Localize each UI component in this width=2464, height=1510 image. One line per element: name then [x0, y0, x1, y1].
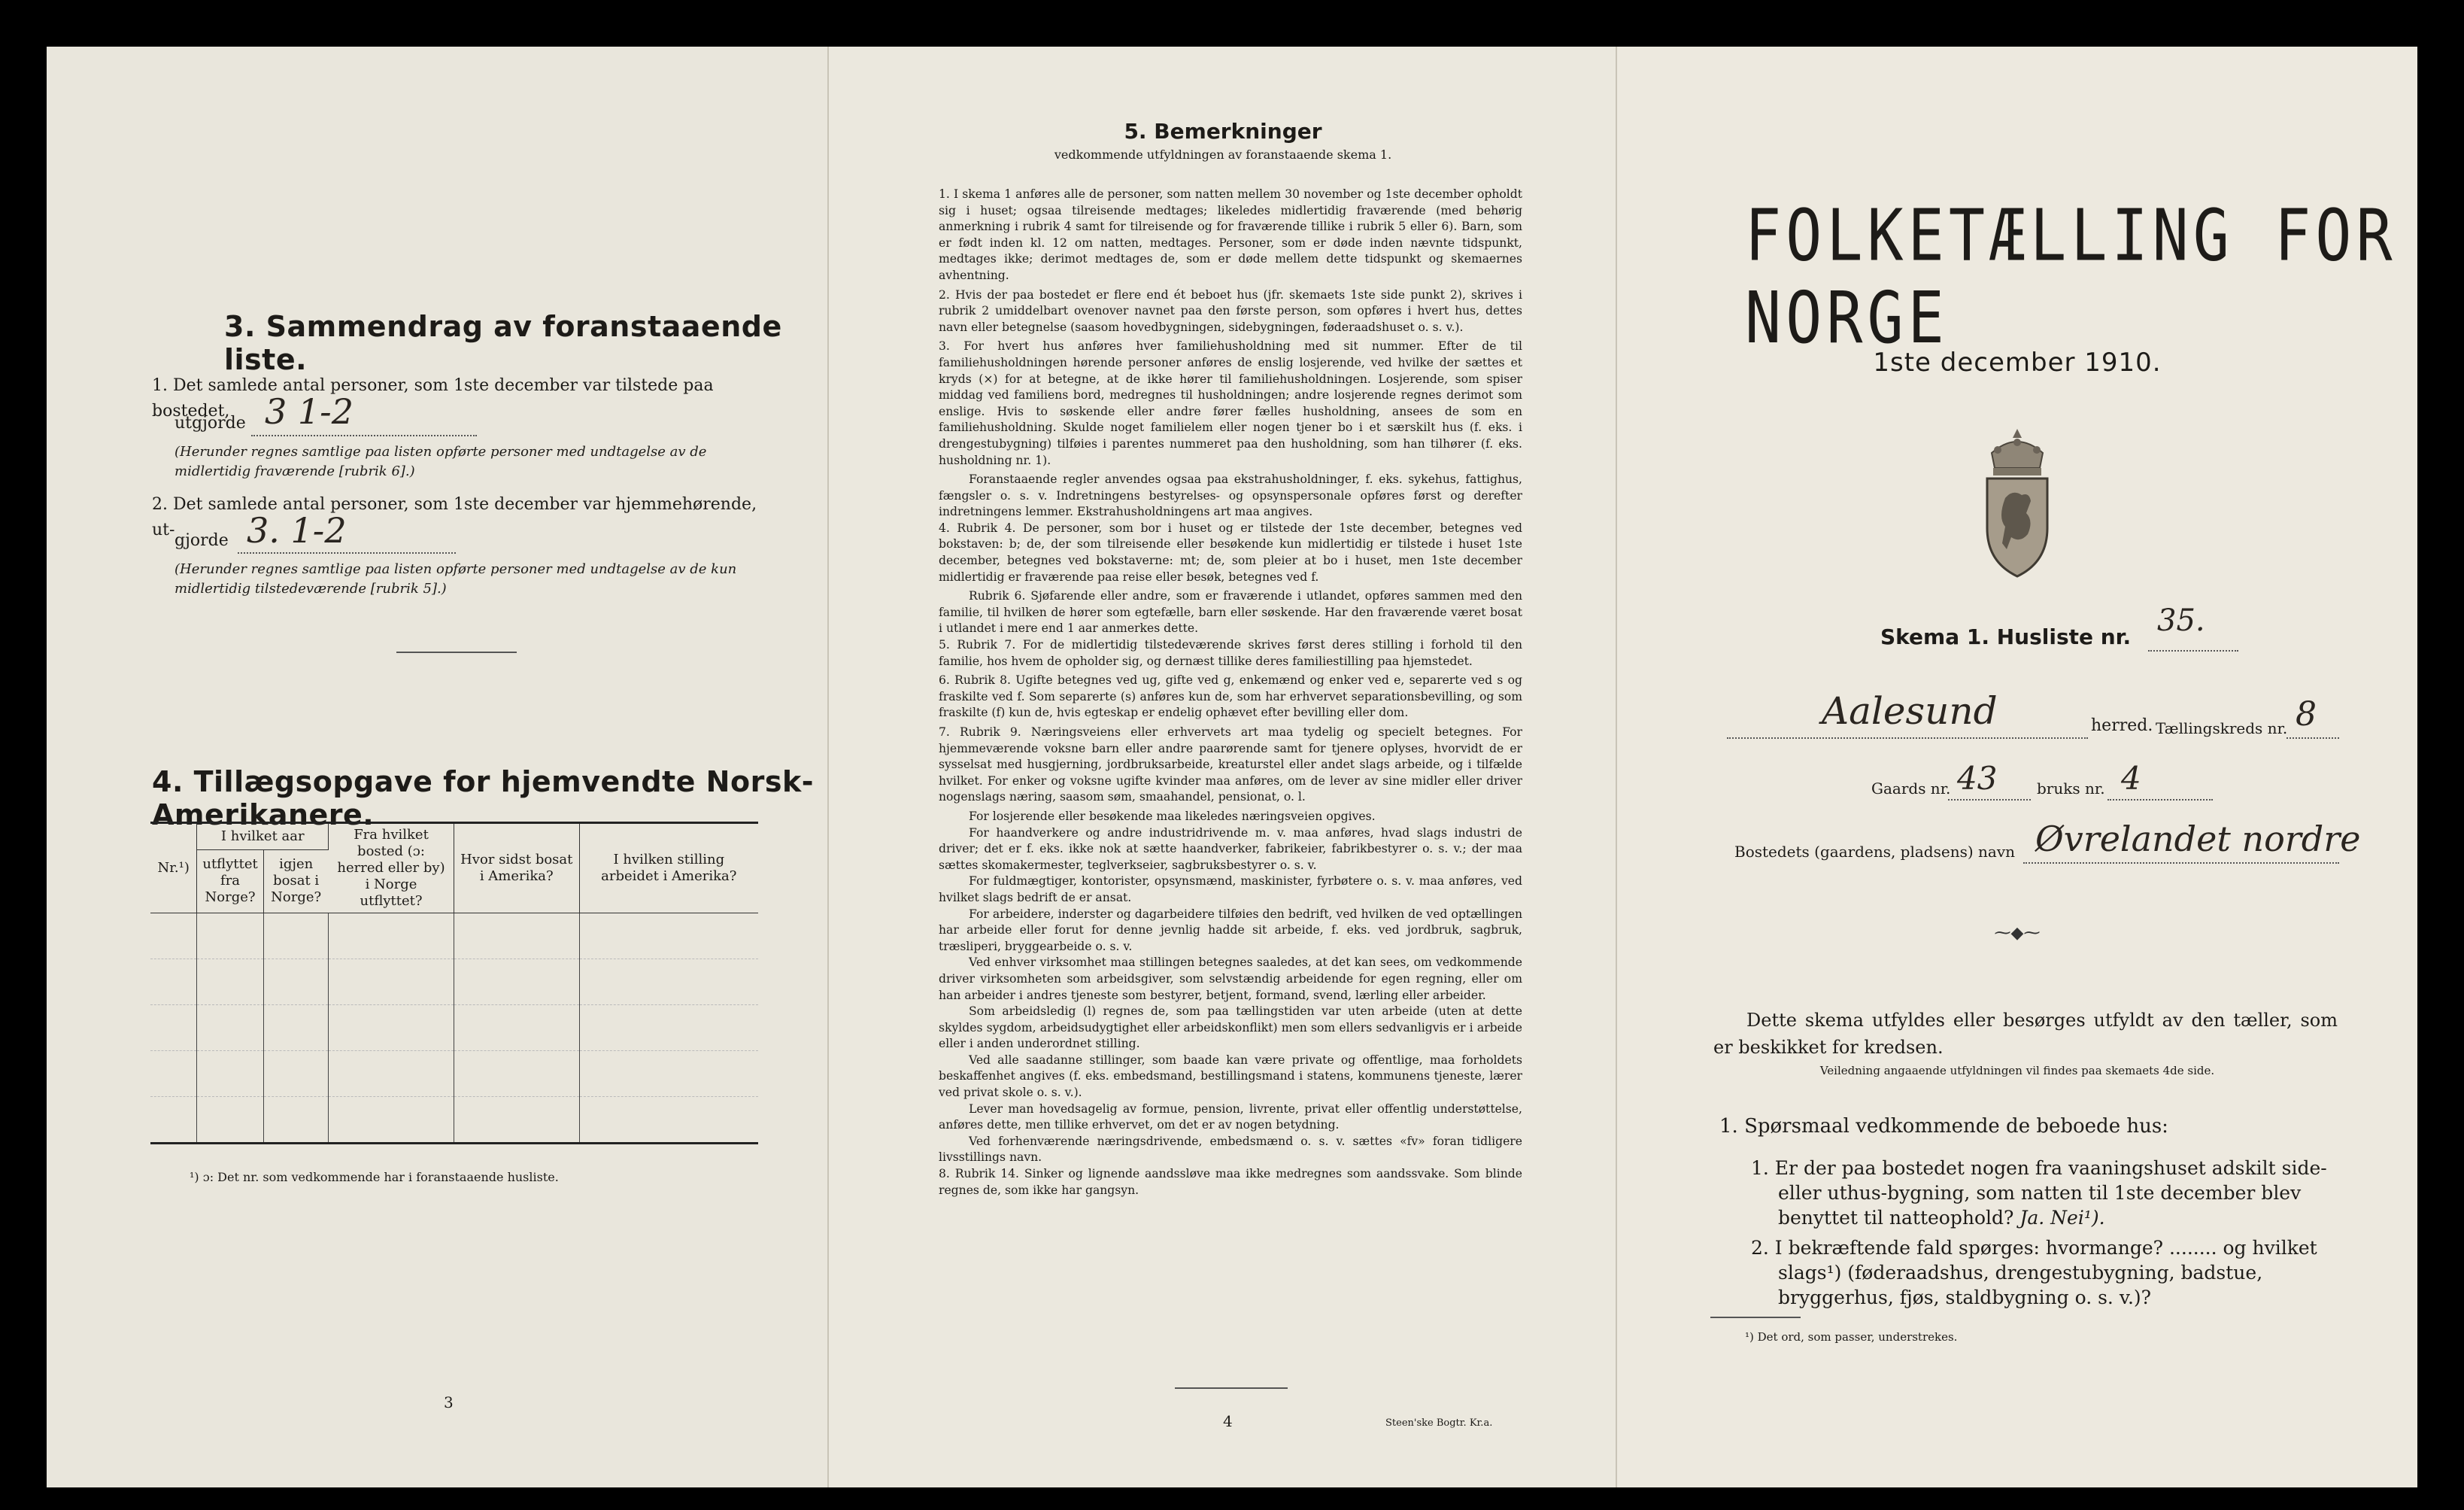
note-7: 7. Rubrik 9. Næringsveiens eller erhvervets art maa tydelig og specielt betegnes. For hjemmeværende voksne barn eller andre paarørende samt for tjenere oplyses, hvorvidt de er sysselsat med husgjerning, jordbruksarbeide, kreaturstel eller andet slags arbeide, og i tilfælde hvilket. For enker og voksne ugifte kvinder maa anføres, om de lever av sine midler eller driver nogenslags næring, saasom søm, smaahandel, pensionat, o. l.: [939, 725, 1522, 804]
divider: [1710, 1317, 1801, 1318]
printer-mark: Steen'ske Bogtr. Kr.a.: [1385, 1417, 1493, 1429]
q1-text: 1. Det samlede antal personer, som 1ste december var tilstede paa bostedet,: [152, 376, 714, 421]
gaards-line: [1948, 799, 2031, 801]
page-number: 3: [444, 1393, 454, 1411]
q1-note: (Herunder regnes samtlige paa listen opførte personer med undtagelse av de midlertidig fraværende [rubrik 6].): [174, 444, 707, 479]
note-7-sub-h: Lever man hovedsagelig av formue, pension, livrente, privat eller offentlig understøttelse, anføres dette, men tillike erhvervet, om det er av nogen betydning.: [939, 1101, 1522, 1132]
herred-line: [1727, 737, 2088, 739]
table-row: [150, 1097, 758, 1144]
q2-note: (Herunder regnes samtlige paa listen opførte personer med undtagelse av de kun midlertidig tilstedeværende [rubrik 5].): [174, 561, 737, 597]
col-igjen: igjen bosat i Norge?: [263, 849, 328, 913]
bosted-label: Bostedets (gaardens, pladsens) navn: [1734, 843, 2015, 861]
bruks-label: bruks nr.: [2037, 779, 2105, 798]
note-7-sub-c: For fuldmægtiger, kontorister, opsynsmænd, maskinister, fyrbøtere o. s. v. maa anføres, ved hvilket slags bedrift de er ansat.: [939, 874, 1522, 904]
bemerkninger-subtitle: vedkommende utfyldningen av foranstaaende skema 1.: [1054, 147, 1392, 162]
note-4: 4. Rubrik 4. De personer, som bor i huset og er tilstede der 1ste december, betegnes ved bokstaven: b; de, der som tilreisende eller besøkende kun midlertidig er tilstede i huset 1ste december, betegnes ved bokstaverne: mt; de, som pleier at bo i huset, men 1ste december midlertidig er fraværende paa reise eller besøk, betegnes ved f.: [939, 521, 1522, 584]
section3-title: 3. Sammendrag av foranstaaende liste.: [224, 310, 782, 376]
note-7-sub-i: Ved forhenværende næringsdrivende, embedsmænd o. s. v. sættes «fv» foran tidligere livsstillings navn.: [939, 1134, 1522, 1165]
gaards-label: Gaards nr.: [1871, 779, 1951, 798]
col-fra-sted: Fra hvilket bosted (ɔ: herred eller by) i Norge utflyttet?: [329, 823, 454, 913]
question-2: 2. I bekræftende fald spørges: hvormange? ........ og hvilket slags¹) (føderaadshus, drengestubygning, badstue, bryggerhus, fjøs, staldbygning o. s. v.)?: [1751, 1237, 2317, 1308]
page-right: [1617, 47, 2417, 1487]
bosted-line: [2023, 862, 2339, 864]
q1-value: 3 1-2: [265, 391, 354, 432]
table-row: [150, 959, 758, 1005]
col-hvilket-aar: I hvilket aar: [197, 823, 329, 850]
veiledning-text: Veiledning angaaende utfyldningen vil findes paa skemaets 4de side.: [1819, 1064, 2215, 1077]
coat-of-arms-icon: [1975, 423, 2059, 581]
note-7-sub-g: Ved alle saadanne stillinger, som baade kan være private og offentlige, maa forholdets beskaffenhet angives (f. eks. embedsmand, bestillingsmand i statens, kommunens tjeneste, lærer ved privat skole o. s. v.).: [939, 1053, 1522, 1100]
table-row: [150, 913, 758, 959]
gaards-value: 43: [1957, 760, 1998, 797]
col-sidst-bosat: Hvor sidst bosat i Amerika?: [454, 823, 579, 913]
note-4-sub: Rubrik 6. Sjøfarende eller andre, som er fraværende i utlandet, opføres sammen med den familie, til hvilken de hører som egtefælle, barn eller søskende. Har den fraværende været bosat i utlandet i mere end 1 aar anmerkes dette.: [939, 589, 1522, 636]
bruks-line: [2107, 799, 2213, 801]
skema-label: Skema 1. Husliste nr.: [1880, 624, 2132, 649]
question-1: 1. Er der paa bostedet nogen fra vaaningshuset adskilt side- eller uthus-bygning, som natten til 1ste december blev benyttet til natteophold? Ja. Nei¹).: [1751, 1157, 2327, 1229]
kreds-line: [2286, 737, 2339, 739]
note-7-sub-a: For losjerende eller besøkende maa likeledes næringsveien opgives.: [969, 809, 1376, 823]
footnote: ¹) ɔ: Det nr. som vedkommende har i foranstaaende husliste.: [190, 1170, 559, 1184]
col-utflyttet: utflyttet fra Norge?: [197, 849, 263, 913]
divider: [1175, 1387, 1288, 1389]
page-left: [47, 47, 829, 1487]
note-1: 1. I skema 1 anføres alle de personer, som natten mellem 30 november og 1ste december opholdt sig i huset; ogsaa tilreisende medtages; likeledes midlertidig fraværende (med behørig anmerkning i rubrik 4 samt for tilreisende og for fraværende tillike i rubrik 5 eller 6). Barn, som er født inden kl. 12 om natten, medtages. Personer, som er døde inden nævnte tidspunkt, medtages ikke; derimot medtages de, som er døde mellem dette tidspunkt og skemaernes avhentning.: [939, 187, 1522, 282]
main-title: FOLKETÆLLING FOR NORGE: [1745, 194, 2397, 360]
kreds-value: 8: [2296, 695, 2317, 734]
note-5: 5. Rubrik 7. For de midlertidig tilstedeværende skrives først deres stilling i forhold til den familie, hos hvem de opholder sig, og dernæst tillike deres familiestilling paa hjemstedet.: [939, 638, 1522, 668]
q2-value: 3. 1-2: [247, 510, 347, 551]
notes-list: [939, 187, 1522, 1202]
bemerkninger-title: 5. Bemerkninger: [1124, 119, 1322, 144]
q2-gjorde-label: gjorde: [174, 531, 229, 550]
herred-value: Aalesund: [1822, 689, 1998, 733]
table-row: [150, 1005, 758, 1051]
note-2: 2. Hvis der paa bostedet er flere end ét beboet hus (jfr. skemaets 1ste side punkt 2), skrives i rubrik 2 umiddelbart ovenover navnet paa den første person, som opføres i hvert hus, dettes navn eller betegnelse (saasom hovedbygningen, sidebygningen, føderaadshuset o. s. v.).: [939, 287, 1522, 334]
kreds-label: Tællingskreds nr.: [2156, 719, 2288, 737]
q2-text: 2. Det samlede antal personer, som 1ste december var hjemmehørende, ut-: [152, 495, 757, 539]
note-3: 3. For hvert hus anføres hver familiehusholdning med sit nummer. Efter de til familiehusholdningen hørende personer anføres de enslig losjerende, ved hvilke der sættes et kryds (×) for at betegne, at de ikke hører til familiehusholdningen. Losjerende, som spiser middag ved familiens bord, medregnes til husholdningen; andre losjerende regnes derimot som enslige. Hvis to søskende eller andre fører fælles husholdning, ansees de som en familiehusholdning. Skulde noget familielem eller nogen tjener bo i et særskilt hus (f. eks. i drengestubygning) tilføies i parentes nummeret paa den husholdning, som han tilhører (f. eks. husholdning nr. 1).: [939, 339, 1522, 467]
table-row: [150, 1051, 758, 1097]
col-nr: Nr.¹): [150, 823, 197, 913]
intro-text: Dette skema utfyldes eller besørges utfyldt av den tæller, som er beskikket for kredsen.: [1713, 1010, 2338, 1058]
divider: [396, 652, 517, 653]
husliste-nr: 35.: [2157, 603, 2205, 638]
husliste-line: [2148, 650, 2238, 652]
ornament-icon: ⁓◆⁓: [1994, 924, 2041, 943]
note-6: 6. Rubrik 8. Ugifte betegnes ved ug, gifte ved g, enkemænd og enker ved e, separerte ved s og fraskilte ved f. Som separerte (s) anføres kun de, som har erhvervet separationsbevilling, og som fraskilte (f) kun de, hvis egteskap er endelig ophævet efter bevilling eller dom.: [939, 673, 1522, 720]
q1-utgjorde-label: utgjorde: [174, 414, 246, 433]
page-middle: [829, 47, 1617, 1487]
section4-title: 4. Tillægsopgave for hjemvendte Norsk-Amerikanere.: [152, 765, 814, 831]
col-stilling: I hvilken stilling arbeidet i Amerika?: [579, 823, 758, 913]
footnote: ¹) Det ord, som passer, understrekes.: [1745, 1330, 1958, 1344]
q1-line: [251, 435, 477, 436]
page-number: 4: [1223, 1412, 1233, 1430]
note-3-sub: Foranstaaende regler anvendes ogsaa paa ekstrahusholdninger, f. eks. sykehus, fattighus, fængsler o. s. v. Indretningens bestyrelses- og opsynspersonale opføres først og derefter indretningens lemmer. Ekstrahusholdningens art maa angives.: [939, 472, 1522, 519]
census-date: 1ste december 1910.: [1873, 348, 2162, 378]
bosted-value: Øvrelandet nordre: [2035, 819, 2361, 859]
herred-label: herred.: [2091, 716, 2153, 735]
answer-ja-nei: Ja. Nei¹).: [2019, 1207, 2105, 1229]
note-7-sub-e: Ved enhver virksomhet maa stillingen betegnes saaledes, at det kan sees, om vedkommende driver virksomheten som arbeidsgiver, som selvstændig arbeidende for egen regning, eller om han arbeider i andres tjeneste som bestyrer, betjent, formand, svend, lærling eller arbeider.: [939, 956, 1522, 1002]
norsk-amerikanere-table: [150, 822, 758, 1144]
bruks-value: 4: [2121, 760, 2141, 797]
q2-line: [238, 552, 456, 554]
note-7-sub-d: For arbeidere, inderster og dagarbeidere tilføies den bedrift, ved hvilken de ved optællingen har arbeide eller forut for denne jevnlig hadde sit arbeide, f. eks. ved jordbruk, sagbruk, træsliperi, bryggearbeide o. s. v.: [939, 907, 1522, 953]
note-7-sub-f: Som arbeidsledig (l) regnes de, som paa tællingstiden var uten arbeide (uten at dette skyldes sygdom, arbeidsudygtighet eller arbeidskonflikt) men som ellers sedvanligvis er i arbeide eller i anden underordnet stilling.: [939, 1004, 1522, 1051]
note-8: 8. Rubrik 14. Sinker og lignende aandssløve maa ikke medregnes som aandssvake. Som blinde regnes de, som ikke har gangsyn.: [939, 1167, 1522, 1197]
question-heading: 1. Spørsmaal vedkommende de beboede hus:: [1719, 1115, 2168, 1138]
note-7-sub-b: For haandverkere og andre industridrivende m. v. maa anføres, hvad slags industri de driver; det er f. eks. ikke nok at sætte haandverker, fabrikeier, fabrikbestyrer o. s. v.; der maa sættes skomakermester, teglverkseier, sagbruksbestyrer o. s. v.: [939, 825, 1522, 872]
